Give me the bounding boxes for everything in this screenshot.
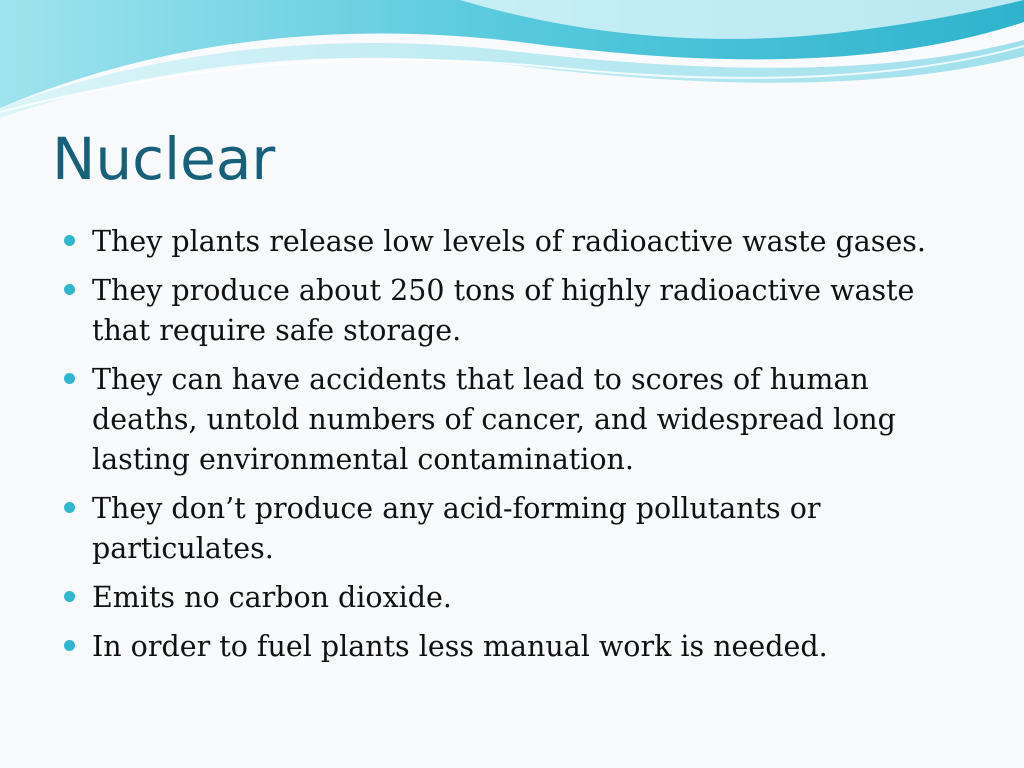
bullet-item xyxy=(62,360,962,480)
wave-header-decoration xyxy=(0,0,1024,130)
bullet-dot-icon xyxy=(64,591,75,602)
bullet-dot-icon xyxy=(64,373,75,384)
slide-title: Nuclear xyxy=(52,125,276,193)
bullet-item xyxy=(62,627,962,667)
bullet-item xyxy=(62,489,962,569)
bullet-text: They can have accidents that lead to scores of human deaths, untold numbers of cancer, and widespread long lasting environmental contamination. xyxy=(92,363,896,476)
bullet-dot-icon xyxy=(64,640,75,651)
bullet-dot-icon xyxy=(64,502,75,513)
bullet-item xyxy=(62,222,962,262)
bullet-text: They don’t produce any acid-forming pollutants or particulates. xyxy=(92,492,821,565)
bullet-text: In order to fuel plants less manual work is needed. xyxy=(92,630,828,663)
bullet-text: Emits no carbon dioxide. xyxy=(92,581,452,614)
bullet-text: They produce about 250 tons of highly radioactive waste that require safe storage. xyxy=(92,274,915,347)
bullet-dot-icon xyxy=(64,284,75,295)
bullet-dot-icon xyxy=(64,235,75,246)
bullet-list xyxy=(62,222,962,676)
bullet-item xyxy=(62,271,962,351)
bullet-item xyxy=(62,578,962,618)
bullet-text: They plants release low levels of radioactive waste gases. xyxy=(92,225,926,258)
